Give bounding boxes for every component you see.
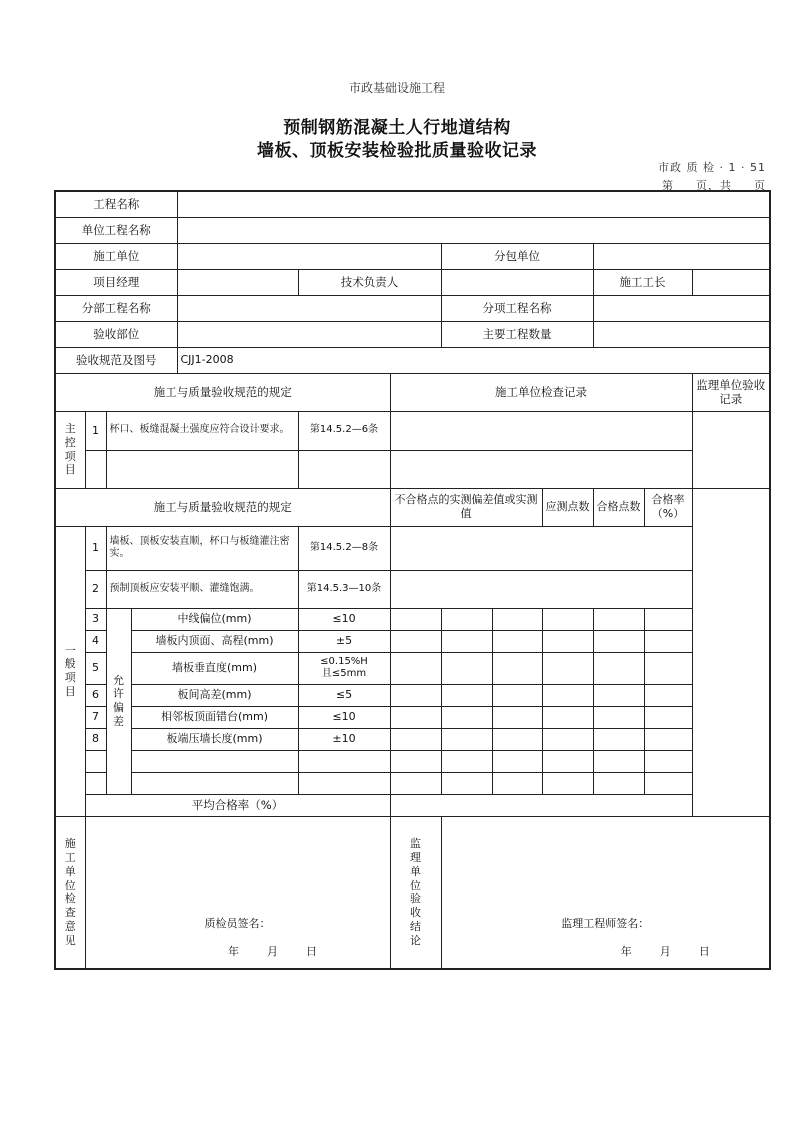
tol-cell[interactable] <box>593 652 644 684</box>
tol-cell[interactable] <box>593 728 644 750</box>
col-measured-header: 不合格点的实测偏差值或实测值 <box>390 488 542 526</box>
tol-cell[interactable] <box>644 652 692 684</box>
tol-row-value: ≤5 <box>298 684 390 706</box>
main-row-2-desc <box>106 450 298 488</box>
gen-row-1-desc: 墙板、顶板安装直顺，杯口与板缝灌注密实。 <box>106 526 298 570</box>
page-ye2: 页 <box>754 179 766 192</box>
main-row-1-clause: 第14.5.2—6条 <box>298 411 390 450</box>
tol-row-item: 板端压墙长度(mm) <box>131 728 298 750</box>
tol-cell[interactable] <box>441 750 492 772</box>
avg-rate-value[interactable] <box>390 794 692 816</box>
main-row-2-no <box>85 450 106 488</box>
tol-cell[interactable] <box>390 684 441 706</box>
label-division: 分部工程名称 <box>55 295 177 321</box>
engineer-sign-label: 监理工程师签名： <box>561 916 650 930</box>
main-row-2-clause <box>298 450 390 488</box>
tol-cell[interactable] <box>390 652 441 684</box>
tol-cell[interactable] <box>542 728 593 750</box>
tol-cell[interactable] <box>542 630 593 652</box>
general-spec-header: 施工与质量验收规范的规定 <box>55 488 390 526</box>
tol-cell[interactable] <box>593 608 644 630</box>
label-main-quantity: 主要工程数量 <box>441 321 593 347</box>
gen-row-1-clause: 第14.5.2—8条 <box>298 526 390 570</box>
gen-row-2-no: 2 <box>85 570 106 608</box>
tol-cell[interactable] <box>390 772 441 794</box>
gen-row-1-no: 1 <box>85 526 106 570</box>
tol-cell[interactable] <box>441 684 492 706</box>
tol-row-value: ≤10 <box>298 706 390 728</box>
tol-cell[interactable] <box>390 608 441 630</box>
tol-cell[interactable] <box>593 706 644 728</box>
tol-row-item: 板间高差(mm) <box>131 684 298 706</box>
tol-row-no: 8 <box>85 728 106 750</box>
tol-cell[interactable] <box>441 608 492 630</box>
tol-cell[interactable] <box>644 750 692 772</box>
title-line-1: 预制钢筋混凝土人行地道结构 <box>283 118 511 138</box>
date-year: 年 <box>228 944 239 958</box>
label-subitem: 分项工程名称 <box>441 295 593 321</box>
tol-cell[interactable] <box>390 728 441 750</box>
tol-row-value <box>298 772 390 794</box>
tol-cell[interactable] <box>593 684 644 706</box>
tol-cell[interactable] <box>542 652 593 684</box>
construction-date <box>86 945 390 959</box>
tol-row-no: 7 <box>85 706 106 728</box>
value-site-foreman[interactable] <box>692 269 770 295</box>
label-standard: 验收规范及图号 <box>55 347 177 373</box>
value-project-manager[interactable] <box>177 269 298 295</box>
construction-opinion-area[interactable] <box>85 816 390 969</box>
tol-row-item: 相邻板顶面错台(mm) <box>131 706 298 728</box>
tol-row-no: 4 <box>85 630 106 652</box>
date-day: 日 <box>306 944 317 958</box>
label-site-foreman: 施工工长 <box>593 269 692 295</box>
tol-row-no: 5 <box>85 652 106 684</box>
tol-cell[interactable] <box>644 728 692 750</box>
gen-row-2-record[interactable] <box>390 570 692 608</box>
supervision-conclusion-area[interactable] <box>441 816 770 969</box>
tol-cell[interactable] <box>492 772 542 794</box>
date-year: 年 <box>620 944 632 958</box>
supervision-date <box>442 945 770 959</box>
tol-cell[interactable] <box>492 608 542 630</box>
supervision-conclusion-label: 监 理 单 位 验 收 结 论 <box>390 816 441 969</box>
title-line-2: 墙板、顶板安装检验批质量验收记录 <box>257 141 537 161</box>
tol-cell[interactable] <box>644 684 692 706</box>
gen-row-1-record[interactable] <box>390 526 692 570</box>
tol-cell[interactable] <box>542 608 593 630</box>
tol-row-item <box>131 750 298 772</box>
main-control-label: 主 控 项 目 <box>55 411 85 488</box>
tol-cell[interactable] <box>441 772 492 794</box>
tol-row-value: ≤0.15%H 且≤5mm <box>298 652 390 684</box>
label-tech-lead: 技术负责人 <box>298 269 441 295</box>
supervision-header: 监理单位验收记录 <box>692 373 770 411</box>
general-item-label: 一 般 项 目 <box>55 526 85 816</box>
tol-cell[interactable] <box>390 750 441 772</box>
tol-cell[interactable] <box>542 706 593 728</box>
tol-cell[interactable] <box>441 630 492 652</box>
tol-cell[interactable] <box>492 750 542 772</box>
value-tech-lead[interactable] <box>441 269 593 295</box>
date-day: 日 <box>698 944 710 958</box>
label-subcontractor: 分包单位 <box>441 243 593 269</box>
tol-cell[interactable] <box>542 750 593 772</box>
tolerance-label: 允 许 偏 差 <box>106 608 131 794</box>
tol-cell[interactable] <box>492 728 542 750</box>
label-inspection-part: 验收部位 <box>55 321 177 347</box>
top-caption: 市政基础设施工程 <box>348 81 445 95</box>
tol-row-value: ≤10 <box>298 608 390 630</box>
tol-row-item: 中线偏位(mm) <box>131 608 298 630</box>
value-unit-project[interactable] <box>177 217 770 243</box>
general-supervision-record[interactable] <box>692 488 770 816</box>
tol-row-value: ±5 <box>298 630 390 652</box>
tol-row-no <box>85 750 106 772</box>
tol-row-no: 3 <box>85 608 106 630</box>
form-code: 市政 质 检 · 1 · 51 <box>658 161 766 174</box>
tol-cell[interactable] <box>441 706 492 728</box>
value-standard: CJJ1-2008 <box>177 347 770 373</box>
tol-cell[interactable] <box>542 684 593 706</box>
col-should-header: 应测点数 <box>542 488 593 526</box>
main-row-2-record[interactable] <box>390 450 692 488</box>
label-project-name: 工程名称 <box>55 191 177 217</box>
tol-row-item <box>131 772 298 794</box>
tol-cell[interactable] <box>644 608 692 630</box>
tol-cell[interactable] <box>542 772 593 794</box>
page-ye: 页，共 <box>696 179 732 192</box>
inspector-sign-label: 质检员签名： <box>204 916 271 930</box>
main-row-1-record[interactable] <box>390 411 692 450</box>
date-month: 月 <box>659 944 671 958</box>
tol-cell[interactable] <box>593 630 644 652</box>
main-spec-header: 施工与质量验收规范的规定 <box>55 373 390 411</box>
date-month: 月 <box>267 944 278 958</box>
tol-cell[interactable] <box>644 706 692 728</box>
value-construction-unit[interactable] <box>177 243 441 269</box>
value-project-name[interactable] <box>177 191 770 217</box>
tol-row-item: 墙板垂直度(mm) <box>131 652 298 684</box>
main-row-1-no: 1 <box>85 411 106 450</box>
value-inspection-part[interactable] <box>177 321 441 347</box>
tol-cell[interactable] <box>492 684 542 706</box>
value-division[interactable] <box>177 295 441 321</box>
main-supervision-record[interactable] <box>692 411 770 488</box>
tol-cell[interactable] <box>593 772 644 794</box>
tol-cell[interactable] <box>593 750 644 772</box>
main-check-header: 施工单位检查记录 <box>390 373 692 411</box>
value-main-quantity[interactable] <box>593 321 770 347</box>
tol-cell[interactable] <box>644 630 692 652</box>
tol-cell[interactable] <box>441 652 492 684</box>
tol-row-item: 墙板内顶面、高程(mm) <box>131 630 298 652</box>
avg-rate-label: 平均合格率（%） <box>85 794 390 816</box>
construction-opinion-label: 施 工 单 位 检 查 意 见 <box>55 816 85 969</box>
label-construction-unit: 施工单位 <box>55 243 177 269</box>
inspection-form <box>54 190 771 970</box>
tol-cell[interactable] <box>390 706 441 728</box>
tol-row-no: 6 <box>85 684 106 706</box>
tol-cell[interactable] <box>390 630 441 652</box>
tol-cell[interactable] <box>492 652 542 684</box>
col-pass-header: 合格点数 <box>593 488 644 526</box>
main-row-1-desc: 杯口、板缝混凝土强度应符合设计要求。 <box>106 411 298 450</box>
gen-row-2-clause: 第14.5.3—10条 <box>298 570 390 608</box>
tol-cell[interactable] <box>492 706 542 728</box>
tol-row-value <box>298 750 390 772</box>
value-subcontractor[interactable] <box>593 243 770 269</box>
tol-cell[interactable] <box>492 630 542 652</box>
col-rate-header: 合格率（%） <box>644 488 692 526</box>
label-project-manager: 项目经理 <box>55 269 177 295</box>
tol-cell[interactable] <box>441 728 492 750</box>
tol-cell[interactable] <box>644 772 692 794</box>
gen-row-2-desc: 预制顶板应安装平顺、灌缝饱满。 <box>106 570 298 608</box>
label-unit-project: 单位工程名称 <box>55 217 177 243</box>
value-subitem[interactable] <box>593 295 770 321</box>
tol-row-no <box>85 772 106 794</box>
page-di: 第 <box>662 179 674 192</box>
tol-row-value: ±10 <box>298 728 390 750</box>
